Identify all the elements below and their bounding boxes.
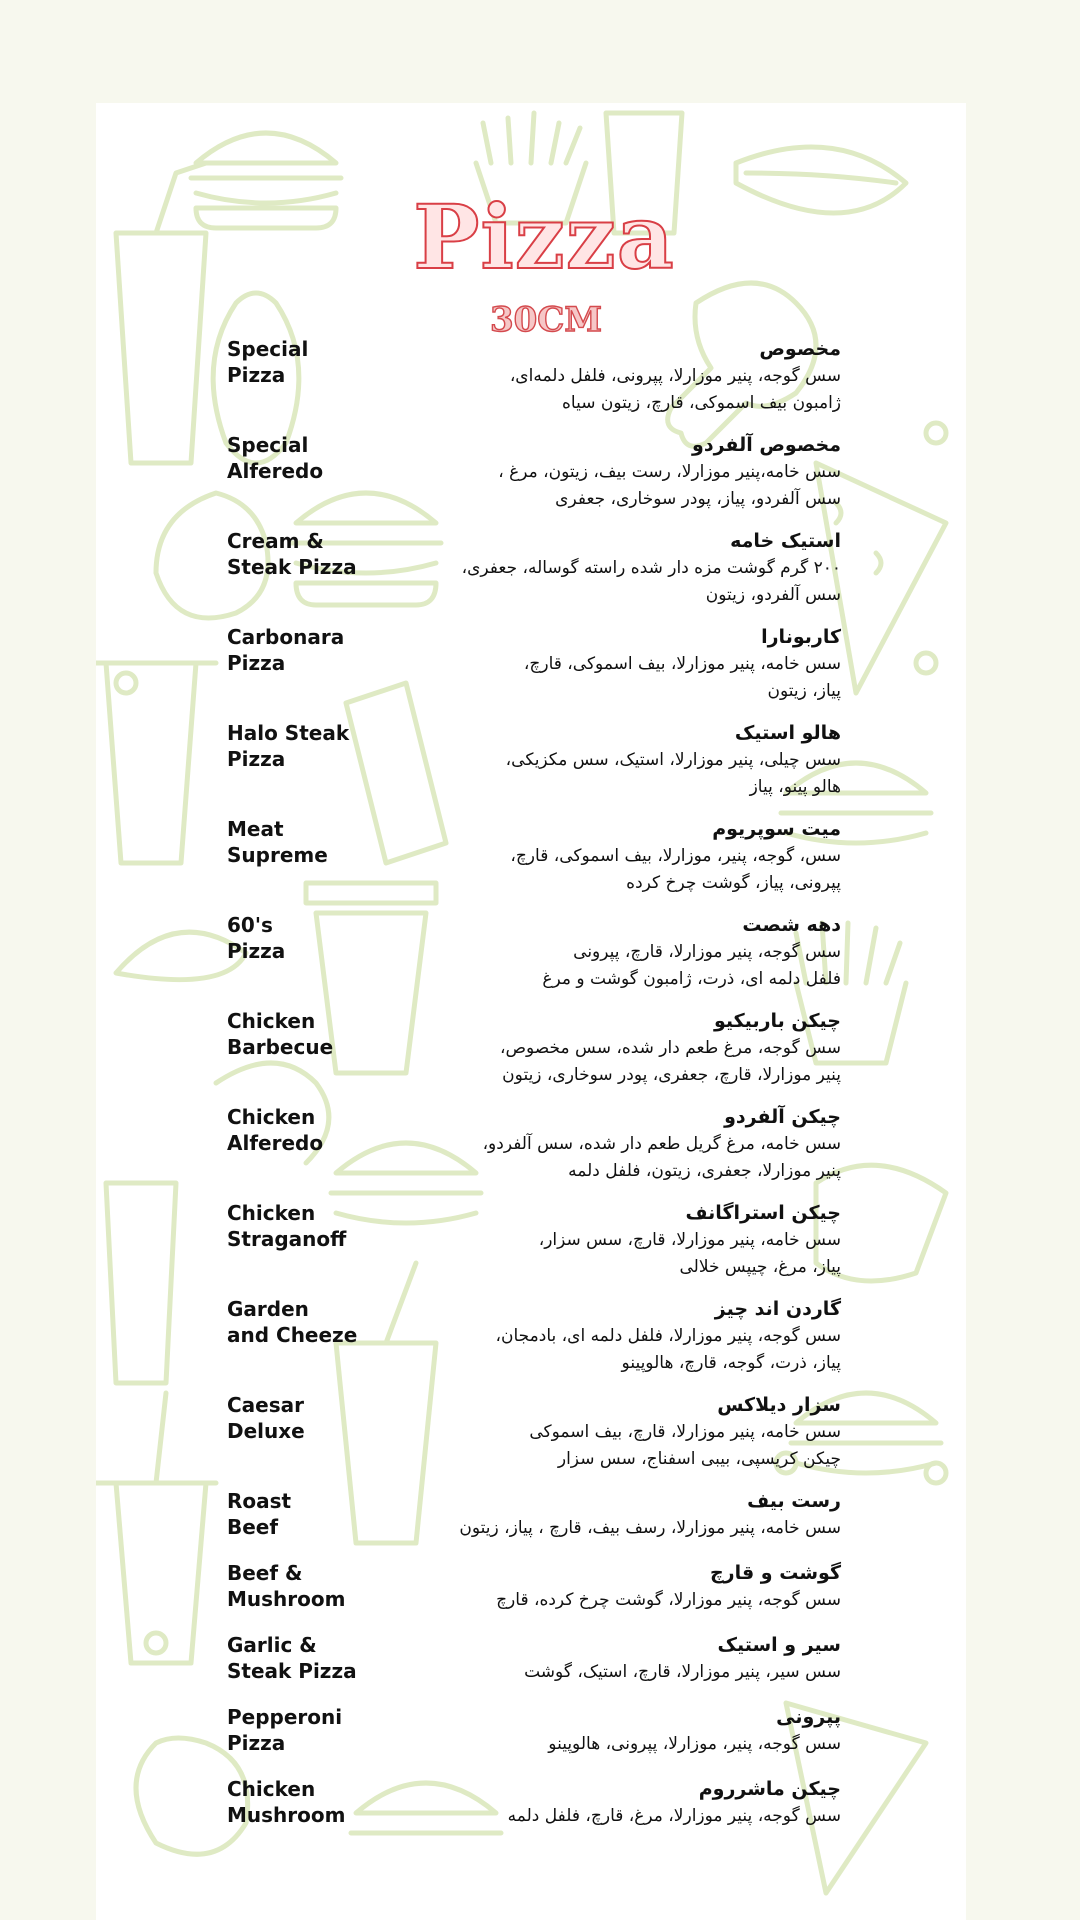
menu-item-ingredients: سس خامه، پنیر موزارلا، بیف اسموکی، قارچ، پیاز، زیتون: [523, 654, 841, 701]
menu-item-persian-name: چیکن باربیکیو: [713, 1010, 841, 1032]
menu-item-persian-name: استیک خامه: [730, 530, 841, 552]
menu-item-persian-block: [441, 1008, 841, 1089]
menu-item-persian-block: [441, 1296, 841, 1377]
menu-item-persian-block: [441, 816, 841, 897]
menu-item-persian-name: میت سوپریوم: [712, 818, 841, 840]
menu-item-ingredients: سس گوجه، پنیر، موزارلا، پپرونی، هالوپینو: [548, 1734, 841, 1754]
menu-item-persian-name: هالو استیک: [734, 722, 841, 744]
menu-item-persian-block: [441, 720, 841, 801]
menu-item-ingredients: سس گوجه، پنیر موزارلا، مرغ، قارچ، فلفل دلمه: [507, 1806, 841, 1826]
menu-item-ingredients: سس سیر، پنیر موزارلا، قارچ، استیک، گوشت: [524, 1662, 841, 1682]
menu-item-persian-block: [441, 1632, 841, 1686]
menu-item-english-name: Carbonara Pizza: [227, 625, 345, 675]
menu-item-english-name: Meat Supreme: [227, 817, 328, 867]
menu-item-english-name: Roast Beef: [227, 1489, 292, 1539]
menu-item-ingredients: سس خامه، پنیر موزارلا، قارچ، سس سزار، پیاز، مرغ، چیپس خلالی: [538, 1230, 841, 1277]
menu-item-english-name: Cream & Steak Pizza: [227, 529, 357, 579]
menu-item-persian-block: [441, 1200, 841, 1281]
menu-item-ingredients: سس گوجه، مرغ طعم دار شده، سس مخصوص، پنیر موزارلا، قارچ، جعفری، پودر سوخاری، زیتون: [499, 1038, 841, 1085]
menu-item-persian-block: [441, 1560, 841, 1614]
menu-item-persian-block: [441, 624, 841, 705]
size-label: 30CM: [489, 300, 602, 340]
menu-item-persian-block: [441, 1104, 841, 1185]
menu-item-ingredients: سس، گوجه، پنیر، موزارلا، بیف اسموکی، قارچ، پپرونی، پیاز، گوشت چرخ کرده: [510, 846, 841, 893]
menu-item-english-name: Garden and Cheeze: [227, 1297, 358, 1347]
menu-item-persian-block: [441, 1392, 841, 1473]
menu-item-persian-block: [441, 336, 841, 417]
menu-item-ingredients: سس چیلی، پنیر موزارلا، استیک، سس مکزیکی، هالو پینو، پیاز: [505, 750, 841, 797]
menu-item-english-name: Chicken Alferedo: [227, 1105, 324, 1155]
menu-item-persian-block: [441, 912, 841, 993]
menu-item-english-name: Garlic & Steak Pizza: [227, 1633, 357, 1683]
menu-item-persian-block: [441, 528, 841, 609]
menu-item-english-name: Special Alferedo: [227, 433, 324, 483]
menu-item-english-name: Pepperoni Pizza: [227, 1705, 343, 1755]
menu-item-persian-name: چیکن آلفردو: [724, 1106, 841, 1128]
menu-item-persian-block: [441, 432, 841, 513]
menu-item-english-name: Chicken Straganoff: [227, 1201, 347, 1251]
menu-item-persian-name: گوشت و قارچ: [709, 1562, 841, 1584]
menu-item-persian-name: رست بیف: [747, 1490, 841, 1512]
menu-item-english-name: Chicken Mushroom: [227, 1777, 346, 1827]
menu-item-persian-name: چیکن استراگانف: [685, 1202, 841, 1224]
menu-item-persian-name: دهه شصت: [742, 914, 841, 936]
menu-item-ingredients: سس گوجه، پنیر موزارلا، فلفل دلمه ای، بادمجان، پیاز، ذرت، گوجه، قارچ، هالوپینو: [495, 1326, 841, 1373]
menu-item-persian-name: سیر و استیک: [717, 1634, 841, 1656]
menu-item-persian-block: [441, 1704, 841, 1758]
menu-item-english-name: 60's Pizza: [227, 913, 286, 963]
menu-item-ingredients: سس خامه،پنیر موزارلا، رست بیف، زیتون، مرغ ، سس آلفردو، پیاز، پودر سوخاری، جعفری: [498, 462, 841, 509]
menu-item-persian-name: گاردن اند چیز: [714, 1298, 841, 1320]
menu-item-persian-block: [441, 1776, 841, 1830]
menu-item-ingredients: ۲۰۰ گرم گوشت مزه دار شده راسته گوساله، جعفری، سس آلفردو، زیتون: [461, 558, 841, 605]
menu-item-english-name: Caesar Deluxe: [227, 1393, 305, 1443]
menu-item-persian-block: [441, 1488, 841, 1542]
menu-item-persian-name: مخصوص آلفردو: [692, 434, 841, 456]
menu-item-ingredients: سس خامه، پنیر موزارلا، رسف بیف، قارچ ، پیاز، زیتون: [459, 1518, 841, 1538]
menu-item-ingredients: سس گوجه، پنیر موزارلا، پپرونی، فلفل دلمه‌ای، ژامبون بیف اسموکی، قارچ، زیتون سیاه: [509, 366, 841, 413]
menu-card: [96, 103, 966, 1920]
menu-item-persian-name: پپرونی: [776, 1706, 841, 1728]
menu-item-english-name: Special Pizza: [227, 337, 309, 387]
menu-item-ingredients: سس گوجه، پنیر موزارلا، گوشت چرخ کرده، قارچ: [496, 1590, 841, 1610]
menu-item-ingredients: سس گوجه، پنیر موزارلا، قارچ، پپرونی فلفل دلمه ای، ذرت، ژامبون گوشت و مرغ: [542, 942, 841, 989]
menu-item-persian-name: چیکن ماشرروم: [698, 1778, 841, 1800]
menu-item-ingredients: سس خامه، پنیر موزارلا، قارچ، بیف اسموکی چیکن کریسپی، بیبی اسفناج، سس سزار: [529, 1422, 841, 1469]
page-title: Pizza: [413, 185, 675, 289]
menu-item-persian-name: سزار دیلاکس: [717, 1394, 841, 1416]
menu-item-english-name: Halo Steak Pizza: [227, 721, 350, 771]
menu-item-persian-name: کاربونارا: [761, 626, 841, 648]
menu-item-english-name: Beef & Mushroom: [227, 1561, 346, 1611]
menu-item-ingredients: سس خامه، مرغ گریل طعم دار شده، سس آلفردو، پنیر موزارلا، جعفری، زیتون، فلفل دلمه: [482, 1134, 841, 1181]
menu-item-english-name: Chicken Barbecue: [227, 1009, 334, 1059]
menu-item-persian-name: مخصوص: [759, 338, 841, 360]
